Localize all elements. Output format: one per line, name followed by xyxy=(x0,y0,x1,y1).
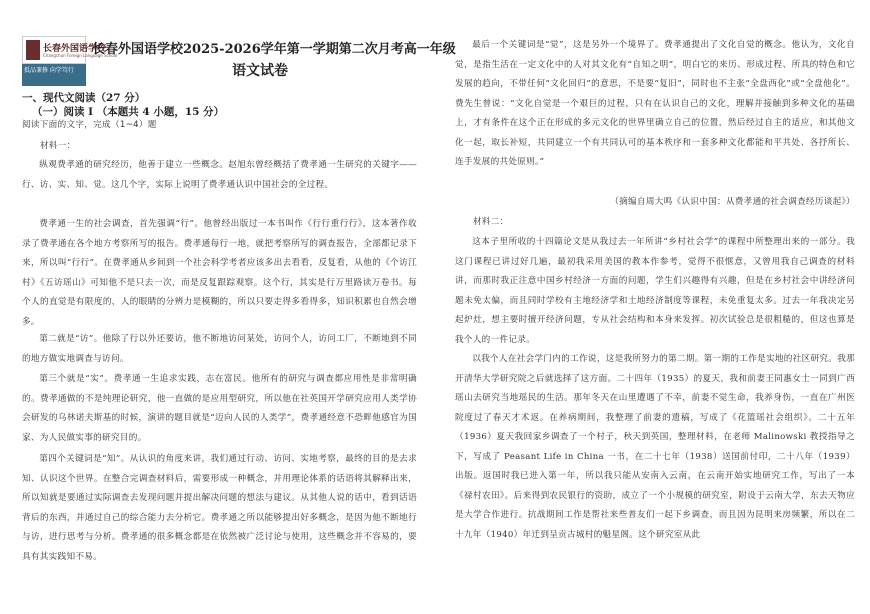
logo-subtitle: Changchun Foreign Language School xyxy=(43,53,118,58)
logo-motto: 抵品兼修 向学笃行 xyxy=(22,64,86,86)
section-heading: 一、现代文阅读（27 分） xyxy=(22,92,146,104)
paragraph: 以我个人在社会学门内的工作说，这是我所努力的第二期。第一期的工作是实地的社区研究。我那开清华大学研究院之后就选择了这方面。二十四年（1935）的夏天，我和前妻王同惠女士一同到广西瑶山去研究当地瑶民的生活。那年冬天在山里遭遇了不幸，前妻不觉生命，我养身伤，一直在广州医院度过了春天才术返。在养病期间，我整理了前妻的遗稿，写成了《花篮瑶社会组织》。二十五年（1936）夏天我回家乡调查了一个村子，秋天到英国，整理材料，在老师 Malinowski 教授指导之下，写成了 Peasant Life in China 一书，在二十七年（1938）送国前付印，二十八年（1939）出版。返国时我已进入第一年，所以我只能从安南入云南，在云南开始实地研究工作，写出了一本《禄村农田》。后来得到农民银行的资助，成立了一个小规模的研究室，附设于云南大学，东去天物应是大学合作进行。抗战期间工作是帮社来些普友们一起下乡调查，而且因为昆明来房频繁，所以在二十九年（1940）年迁到呈贡古城村的魁星阁。这个研究室从此 xyxy=(455,354,855,540)
paragraph: 第二就是“访”。他除了行以外还要访，他不断地访问某处，访问个人，访问工厂，不断地到不同的地方做实地调查与访问。 xyxy=(22,334,417,364)
material-two-label: 材料二： xyxy=(473,217,509,227)
paragraph: 第四个关键词是“知”。从认识的角度来讲，我们通过行动、访问、实地考察，最终的目的是去求知、认识这个世界。在整合完调查材料后，需要形成一种概念，并用理论体系的话语将其解释出来，所以知就是要通过实际调查去发现问题并提出解决问题的想法与建议。从其他人说的话中，看到话语背后的东西，并通过自己的综合能力去分析它。费孝通之所以能够提出好多概念，是因为他不断地行与访，进行思考与分析。费孝通的很多概念都是在依然被广泛讨论与使用，这些概念并不容易的，要具有其实践知不易。 xyxy=(22,454,417,562)
instruction: 阅读下面的文字，完成（1~4）题 xyxy=(22,120,157,130)
material-one-label: 材料一： xyxy=(40,141,76,151)
subsection-heading: （一）阅读 I （本题共 4 小题，15 分） xyxy=(32,106,225,118)
logo-name: 长春外国语学校 xyxy=(43,44,107,54)
school-emblem-icon xyxy=(26,40,40,60)
exam-title: 语文试卷 xyxy=(232,63,288,79)
paragraph: 这本子里所收的十四篇论文是从我过去一年所讲“乡村社会学”的课程中所整理出来的一部分。我这门课程已讲过好几遍，最初我采用美国的教本作参考，觉得不很惬意，又曾用我自己调查的材料讲，而那时我正注意中国乡村经济一方面的问题，学生们兴趣得有兴趣，但是在乡村社会中讲经济问题未免太偏，而且同时学校有主地经济学和土地经济制度等课程，未免重复太多。过去一年我决定另起炉灶，想主要时擅开经济问题，专从社会结构和本身来发挥。初次试验总是很粗糙的，但这也算是我个人的一件记录。 xyxy=(455,237,855,345)
school-logo xyxy=(22,36,118,88)
paragraph: 纵观费孝通的研究经历，他善于建立一些概念。赵旭东曾经概括了费孝通一生研究的关键字——行、访、实、知、觉。这几个字，实际上说明了费孝通认识中国社会的全过程。 xyxy=(22,160,417,190)
paragraph: 最后一个关键词是“觉”，这是另外一个境界了。费孝通提出了文化自觉的概念。他认为，文化自觉，是指生活在一定文化中的人对其文化有“自知之明”，明白它的来历、形成过程、所具的特色和它发展的趋向，不带任何“文化回归”的意思，不是要“复旧”，同时也不主张“全盘西化”或“全盘他化”。费先生曾说：“文化自觉是一个艰巨的过程，只有在认识自己的文化，理解并接触到多种文化的基础上，才有条件在这个正在形成的多元文化的世界里确立自己的位置，然后经过自主的适应，和其他文化一起，取长补短，共同建立一个有共同认可的基本秩序和一套多种文化都能和平共处、各抒所长、连手发展的共处原则。” xyxy=(455,40,855,167)
paragraph: 费孝通一生的社会调查，首先强调“行”。他曾经出版过一本书叫作《行行重行行》，这本著作收录了费孝通在各个地方考察所写的报告。费孝通每行一地，就把考察所写的调查报告，全部都记录下来，所以叫“行行”。在费孝通从乡间到一个社会科学考者应该多出去看看，反复看，从他的《个访江村》《五访瑶山》可知他不是只去一次，而是反复跟踪观察。这个行，其实是行万里路读万卷书。每个人的直觉是有限度的，人的眼睛的分辨力是模糊的，所以只要走得多看得多，知识积累也自然会增多。 xyxy=(22,219,417,327)
paragraph: 第三个就是“实”。费孝通一生追求实践，志在富民。他所有的研究与调查都应用性是非常明确的。费孝通做的不是纯理论研究，他一直做的是应用型研究，所以他在社英国开学研究应用人类学协会研发的乌林诺夫斯基的时候，演讲的题目就是“迈向人民的人类学”，费孝通经意不恐畔他感官为国家、为人民做实事的研究目的。 xyxy=(22,374,417,443)
school-title: 长春外国语学校2025-2026学年第一学期第二次月考高一年级 xyxy=(92,42,456,57)
source-citation: （摘编自周大鸣《认识中国：从费孝通的社会调查经历谈起》） xyxy=(610,197,855,207)
